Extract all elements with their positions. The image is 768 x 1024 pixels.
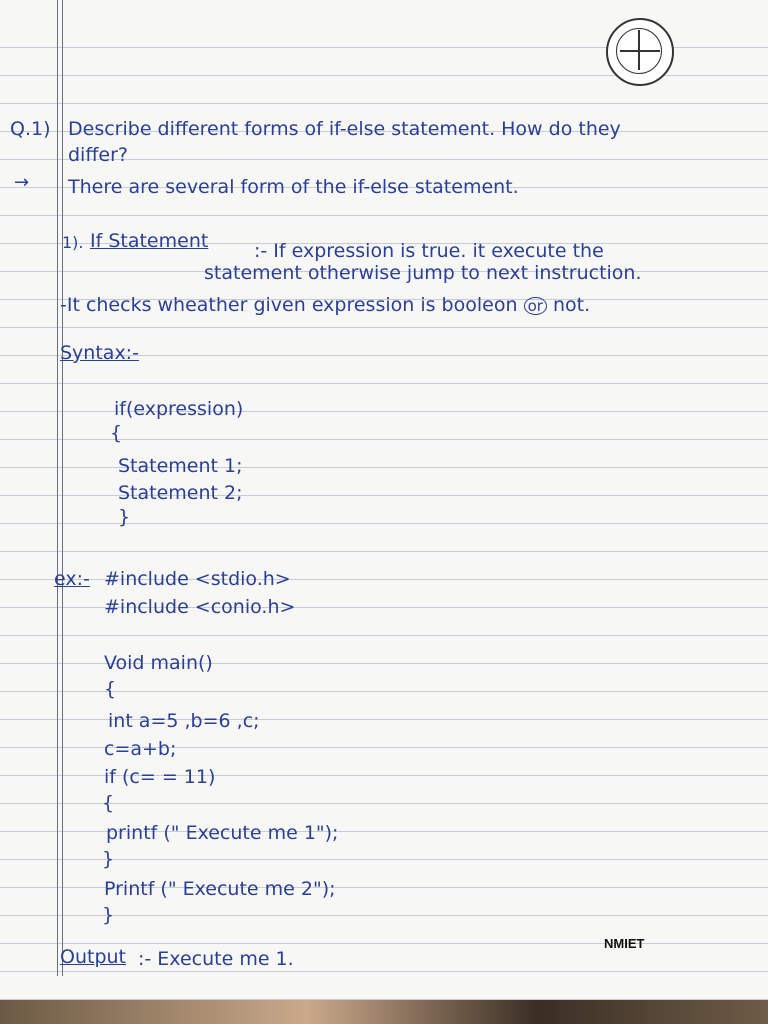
example-line: Void main() bbox=[104, 652, 213, 674]
margin-line-left bbox=[57, 0, 58, 976]
desk-edge bbox=[0, 1000, 768, 1024]
answer-intro-text: There are several form of the if-else statement. bbox=[68, 176, 519, 198]
question-line-2: differ? bbox=[68, 144, 129, 166]
output-label: Output bbox=[60, 946, 126, 968]
example-line: #include <stdio.h> bbox=[104, 568, 291, 590]
example-line: Printf (" Execute me 2"); bbox=[104, 878, 336, 900]
syntax-line: Statement 1; bbox=[118, 455, 243, 477]
syntax-line: Statement 2; bbox=[118, 482, 243, 504]
question-line-1: Describe different forms of if-else statement. How do they bbox=[68, 118, 621, 140]
syntax-line: if(expression) bbox=[114, 398, 244, 420]
answer-arrow-icon: → bbox=[14, 172, 30, 193]
example-line: if (c= = 11) bbox=[104, 766, 216, 788]
example-line: { bbox=[104, 678, 117, 700]
or-circled: or bbox=[524, 297, 547, 315]
section-desc-line-3 bbox=[60, 294, 590, 316]
section-desc-line-1: :- If expression is true. it execute the bbox=[254, 240, 604, 262]
section-desc-line-3-post: not. bbox=[552, 294, 591, 316]
example-line: } bbox=[102, 848, 115, 870]
institution-name: NMIET bbox=[604, 936, 645, 951]
example-line: { bbox=[102, 792, 115, 814]
example-line: c=a+b; bbox=[104, 738, 177, 760]
question-number: Q.1) bbox=[10, 118, 51, 140]
section-title: If Statement bbox=[90, 230, 209, 252]
syntax-line: } bbox=[118, 506, 131, 528]
example-line: int a=5 ,b=6 ,c; bbox=[108, 710, 260, 732]
section-number: 1). bbox=[62, 233, 84, 252]
example-line: printf (" Execute me 1"); bbox=[106, 822, 339, 844]
example-label: ex:- bbox=[54, 568, 90, 590]
syntax-line: { bbox=[110, 422, 123, 444]
example-line: } bbox=[102, 904, 115, 926]
margin-line-right bbox=[62, 0, 63, 976]
example-line: #include <conio.h> bbox=[104, 596, 296, 618]
section-desc-line-3-pre: -It checks wheather given expression is booleon bbox=[60, 294, 518, 316]
section-desc-line-2: statement otherwise jump to next instruction. bbox=[204, 262, 642, 284]
output-value: :- Execute me 1. bbox=[138, 948, 294, 970]
institution-seal-logo bbox=[606, 18, 674, 86]
syntax-label: Syntax:- bbox=[60, 342, 139, 364]
